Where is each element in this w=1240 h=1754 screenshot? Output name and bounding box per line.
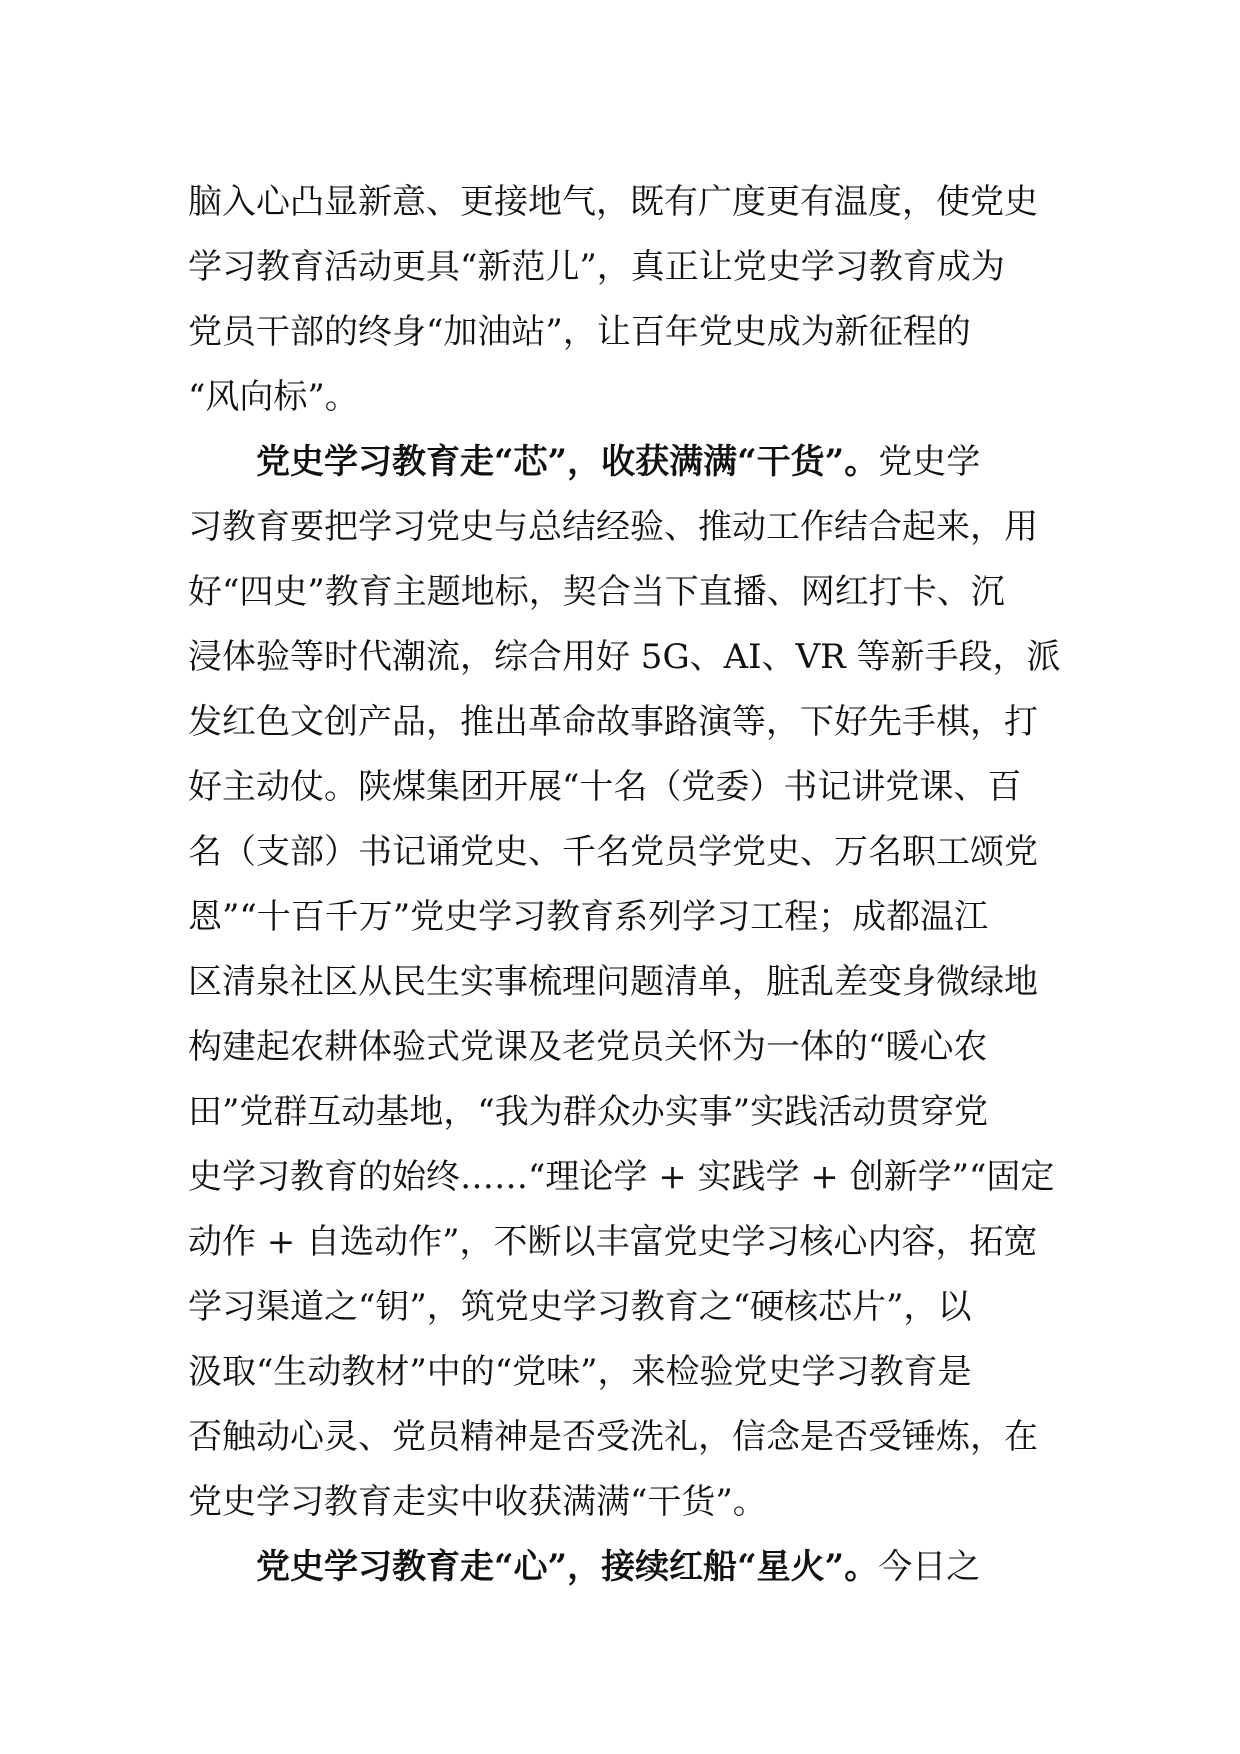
paragraph-2-line-15: 汲取“生动教材”中的“党味”，来检验党史学习教育是 xyxy=(188,1352,972,1392)
paragraph-2-line-13: 动作 + 自选动作”，不断以丰富党史学习核心内容，拓宽 xyxy=(188,1222,1038,1262)
paragraph-2-line-14: 学习渠道之“钥”，筑党史学习教育之“硬核芯片”，以 xyxy=(188,1287,972,1327)
paragraph-2-line-2: 习教育要把学习党史与总结经验、推动工作结合起来，用 xyxy=(188,507,1038,547)
paragraph-2-line-4: 浸体验等时代潮流，综合用好 5G、AI、VR 等新手段，派 xyxy=(188,637,1061,677)
paragraph-2-line-6: 好主动仗。陕煤集团开展“十名（党委）书记讲党课、百 xyxy=(188,767,1022,807)
paragraph-2-line-3: 好“四史”教育主题地标，契合当下直播、网红打卡、沉 xyxy=(188,572,1005,612)
paragraph-2-line-10: 构建起农耕体验式党课及老党员关怀为一体的“暖心农 xyxy=(188,1027,988,1067)
paragraph-1-line-3: 党员干部的终身“加油站”，让百年党史成为新征程的 xyxy=(188,312,971,352)
paragraph-2-line-11: 田”党群互动基地，“我为群众办实事”实践活动贯穿党 xyxy=(188,1092,989,1132)
paragraph-2-line-9: 区清泉社区从民生实事梳理问题清单，脏乱差变身微绿地 xyxy=(188,962,1038,1002)
paragraph-2-line-16: 否触动心灵、党员精神是否受洗礼，信念是否受锤炼，在 xyxy=(188,1417,1038,1457)
paragraph-2-line-5: 发红色文创产品，推出革命故事路演等，下好先手棋，打 xyxy=(188,702,1038,742)
paragraph-2-line-17: 党史学习教育走实中收获满满“干货”。 xyxy=(188,1482,767,1522)
paragraph-3-first-line-rest: 今日之 xyxy=(878,1547,981,1587)
paragraph-3-heading: 党史学习教育走“心”，接续红船“星火”。 xyxy=(256,1547,879,1587)
paragraph-2-line-7: 名（支部）书记诵党史、千名党员学党史、万名职工颂党 xyxy=(188,832,1038,872)
paragraph-2-line-1 xyxy=(188,430,1058,495)
paragraph-2-line-8: 恩”“十百千万”党史学习教育系列学习工程；成都温江 xyxy=(188,897,989,937)
paragraph-1-line-1: 脑入心凸显新意、更接地气，既有广度更有温度，使党史 xyxy=(188,182,1038,222)
paragraph-1-line-4: “风向标”。 xyxy=(188,377,359,417)
paragraph-2-heading: 党史学习教育走“芯”，收获满满“干货”。 xyxy=(256,442,879,482)
article-body xyxy=(188,170,1061,1600)
paragraph-3-line-1 xyxy=(188,1535,1058,1600)
paragraph-2-line-12: 史学习教育的始终……“理论学 + 实践学 + 创新学”“固定 xyxy=(188,1157,1055,1197)
paragraph-1-line-2: 学习教育活动更具“新范儿”，真正让党史学习教育成为 xyxy=(188,247,1005,287)
paragraph-2-first-line-rest: 党史学 xyxy=(878,442,981,482)
